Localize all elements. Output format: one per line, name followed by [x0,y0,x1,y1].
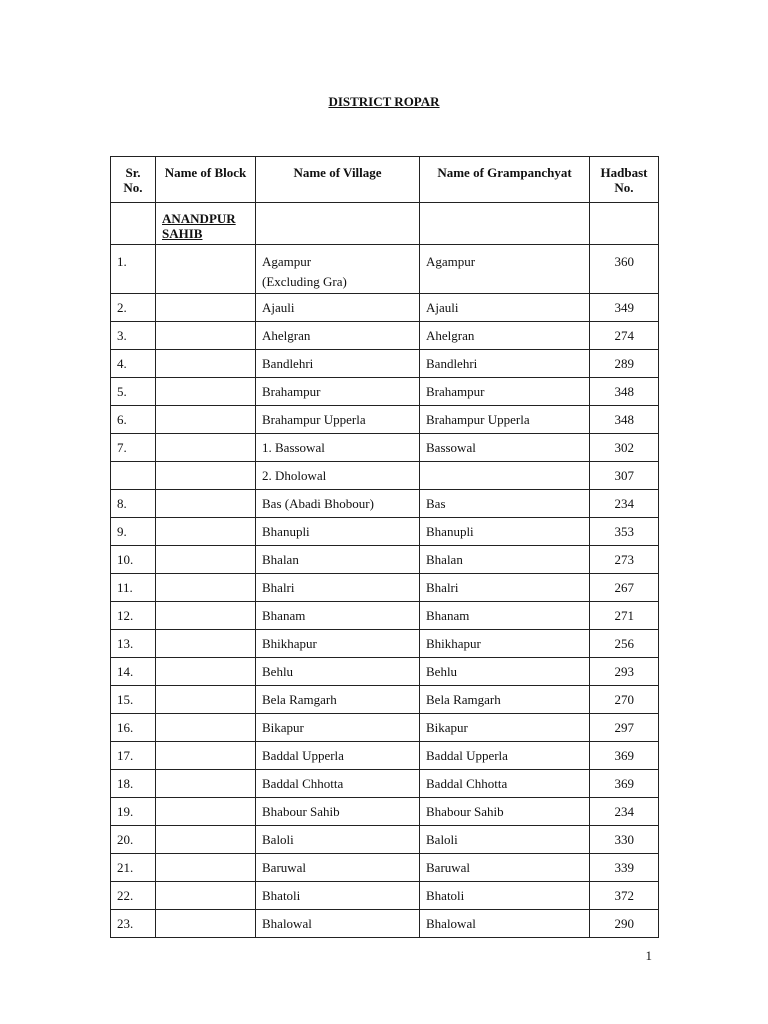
cell-block [156,245,256,294]
cell-sr: 8. [111,490,156,518]
cell-block [156,658,256,686]
block-row [111,203,659,245]
cell-grampanchyat: Bhanupli [420,518,590,546]
table-header-row [111,157,659,203]
cell-village: Bhikhapur [256,630,420,658]
cell-grampanchyat: Bhatoli [420,882,590,910]
cell-village: Bas (Abadi Bhobour) [256,490,420,518]
cell-hadbast: 360 [590,245,659,294]
cell-grampanchyat: Bandlehri [420,350,590,378]
cell-grampanchyat: Baloli [420,826,590,854]
header-block: Name of Block [156,157,256,203]
cell-sr: 6. [111,406,156,434]
table-row [111,658,659,686]
cell-hadbast: 234 [590,490,659,518]
cell-block [156,826,256,854]
table-row [111,378,659,406]
cell-grampanchyat: Bikapur [420,714,590,742]
table-row [111,742,659,770]
cell-hadbast: 369 [590,770,659,798]
cell-hadbast: 271 [590,602,659,630]
cell-hadbast: 267 [590,574,659,602]
cell-block [156,686,256,714]
cell-hadbast: 348 [590,406,659,434]
cell-sr: 7. [111,434,156,462]
cell-sr: 12. [111,602,156,630]
cell-hadbast: 372 [590,882,659,910]
header-hadbast: Hadbast No. [590,157,659,203]
cell-grampanchyat: Baddal Upperla [420,742,590,770]
header-sr-no: Sr. No. [111,157,156,203]
page-title: DISTRICT ROPAR [328,94,440,109]
table-row [111,245,659,294]
cell-grampanchyat: Bhalri [420,574,590,602]
cell-hadbast: 330 [590,826,659,854]
cell-sr: 3. [111,322,156,350]
cell-grampanchyat [420,462,590,490]
cell-village: Agampur (Excluding Gra) [256,245,420,294]
cell-village: Bhanupli [256,518,420,546]
table-row [111,490,659,518]
cell-block [156,490,256,518]
header-grampanchyat: Name of Grampanchyat [420,157,590,203]
cell-grampanchyat: Ahelgran [420,322,590,350]
cell-sr: 14. [111,658,156,686]
cell-block [156,910,256,938]
cell-sr: 23. [111,910,156,938]
cell-block [156,798,256,826]
cell-hadbast: 270 [590,686,659,714]
cell-hadbast: 256 [590,630,659,658]
cell-hadbast: 349 [590,294,659,322]
cell-village: Bhalan [256,546,420,574]
cell-block [156,714,256,742]
cell-block [156,770,256,798]
cell-block [156,854,256,882]
cell-sr: 17. [111,742,156,770]
cell-sr: 9. [111,518,156,546]
cell-village: Ajauli [256,294,420,322]
cell-village: Brahampur [256,378,420,406]
cell-grampanchyat: Brahampur [420,378,590,406]
cell-block [156,294,256,322]
cell-hadbast: 290 [590,910,659,938]
table-row [111,406,659,434]
cell-block [156,602,256,630]
table-row [111,518,659,546]
table-row [111,574,659,602]
cell-sr: 1. [111,245,156,294]
cell-grampanchyat: Baddal Chhotta [420,770,590,798]
cell-grampanchyat: Bhikhapur [420,630,590,658]
cell-block [156,546,256,574]
cell-grampanchyat: Behlu [420,658,590,686]
cell-sr: 20. [111,826,156,854]
table-row [111,798,659,826]
cell-grampanchyat: Brahampur Upperla [420,406,590,434]
cell-block [156,882,256,910]
cell-village: Baloli [256,826,420,854]
cell-hadbast: 273 [590,546,659,574]
cell-block [156,378,256,406]
cell-village: Bikapur [256,714,420,742]
cell-village: Bhalowal [256,910,420,938]
cell-village: Brahampur Upperla [256,406,420,434]
block-name: ANANDPUR SAHIB [156,203,256,245]
table-row [111,854,659,882]
cell-grampanchyat: Bhabour Sahib [420,798,590,826]
cell-grampanchyat: Bas [420,490,590,518]
cell-village: 1. Bassowal [256,434,420,462]
cell-hadbast: 353 [590,518,659,546]
cell-village: 2. Dholowal [256,462,420,490]
cell-sr: 21. [111,854,156,882]
table-row [111,686,659,714]
table-row [111,630,659,658]
cell-sr: 4. [111,350,156,378]
cell-hadbast: 234 [590,798,659,826]
cell-block [156,518,256,546]
header-village: Name of Village [256,157,420,203]
cell-grampanchyat: Bhanam [420,602,590,630]
cell-village: Baddal Chhotta [256,770,420,798]
cell-sr: 22. [111,882,156,910]
cell-grampanchyat: Bela Ramgarh [420,686,590,714]
table-row [111,350,659,378]
table-row [111,434,659,462]
cell-hadbast: 293 [590,658,659,686]
cell-sr: 15. [111,686,156,714]
table-row [111,602,659,630]
cell-block [156,574,256,602]
cell-village: Bhanam [256,602,420,630]
table-row [111,714,659,742]
cell-block [156,350,256,378]
cell-hadbast: 348 [590,378,659,406]
cell-sr: 5. [111,378,156,406]
cell-grampanchyat: Bassowal [420,434,590,462]
table-row [111,770,659,798]
table-row [111,826,659,854]
cell-sr [111,462,156,490]
cell-sr: 2. [111,294,156,322]
cell-village: Bhabour Sahib [256,798,420,826]
cell-village: Baruwal [256,854,420,882]
cell-block [156,630,256,658]
table-row [111,546,659,574]
cell-grampanchyat: Baruwal [420,854,590,882]
cell-hadbast: 307 [590,462,659,490]
table-row [111,910,659,938]
cell-sr: 19. [111,798,156,826]
table-row [111,462,659,490]
cell-block [156,406,256,434]
cell-village: Bhalri [256,574,420,602]
cell-block [156,742,256,770]
cell-hadbast: 369 [590,742,659,770]
cell-village: Bandlehri [256,350,420,378]
cell-sr: 13. [111,630,156,658]
cell-village: Bela Ramgarh [256,686,420,714]
cell-village: Behlu [256,658,420,686]
village-table [110,156,659,938]
cell-hadbast: 302 [590,434,659,462]
cell-hadbast: 339 [590,854,659,882]
cell-village: Baddal Upperla [256,742,420,770]
cell-grampanchyat: Agampur [420,245,590,294]
cell-village: Ahelgran [256,322,420,350]
cell-block [156,462,256,490]
cell-sr: 16. [111,714,156,742]
cell-sr: 11. [111,574,156,602]
page-number: 1 [645,948,652,963]
cell-block [156,434,256,462]
table-row [111,322,659,350]
cell-block [156,322,256,350]
cell-sr: 18. [111,770,156,798]
cell-village: Bhatoli [256,882,420,910]
cell-hadbast: 297 [590,714,659,742]
cell-grampanchyat: Ajauli [420,294,590,322]
cell-grampanchyat: Bhalowal [420,910,590,938]
cell-hadbast: 274 [590,322,659,350]
table-row [111,294,659,322]
cell-sr: 10. [111,546,156,574]
cell-grampanchyat: Bhalan [420,546,590,574]
table-row [111,882,659,910]
cell-hadbast: 289 [590,350,659,378]
